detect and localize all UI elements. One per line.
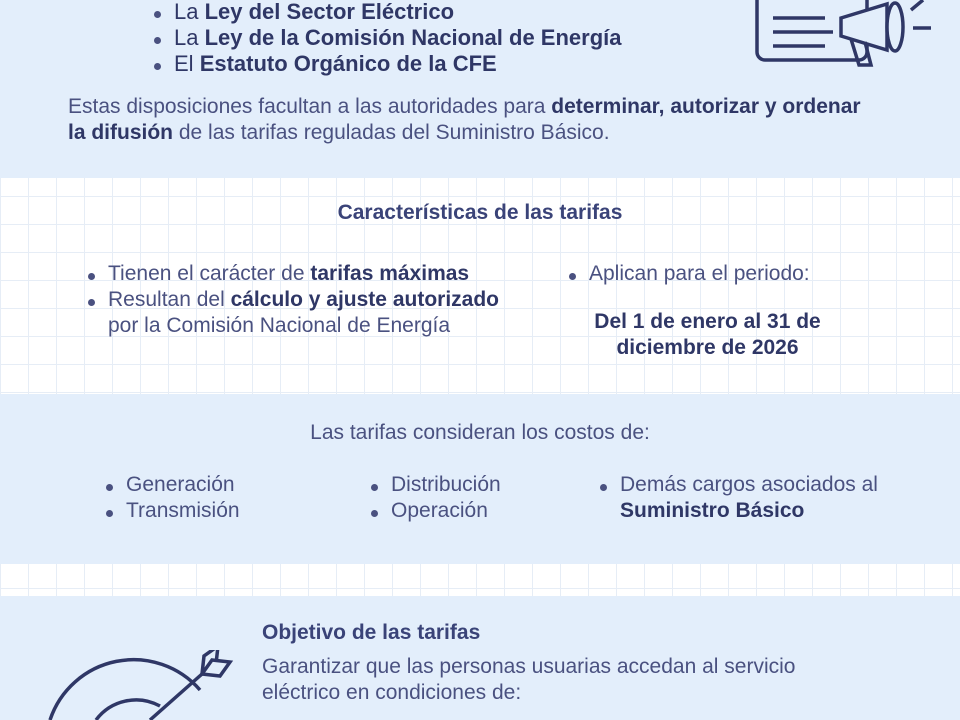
list-item: Operación (365, 498, 585, 524)
costs-column-1 (100, 472, 340, 524)
list-item: La Ley del Sector Eléctrico (148, 0, 708, 25)
list-item: Generación (100, 472, 340, 498)
period-value: Del 1 de enero al 31 de diciembre de 2026 (594, 310, 821, 359)
legal-basis-list (148, 0, 708, 77)
costs-intro: Las tarifas consideran los costos de: (310, 421, 650, 444)
objective-text: Garantizar que las personas usuarias accedan al servicio eléctrico en condiciones de: (262, 655, 796, 704)
list-item: Distribución (365, 472, 585, 498)
list-item: Tienen el carácter de tarifas máximas (82, 261, 532, 287)
characteristics-list (82, 261, 532, 339)
list-item: La Ley de la Comisión Nacional de Energía (148, 25, 708, 51)
list-item: Resultan del cálculo y ajuste autorizado por la Comisión Nacional de Energía (82, 287, 532, 339)
list-item: Aplican para el periodo: (563, 261, 903, 287)
characteristics-title: Características de las tarifas (337, 201, 623, 224)
announcement-megaphone-icon (755, 0, 935, 75)
costs-column-2 (365, 472, 585, 524)
list-item: Demás cargos asociados al Suministro Básico (594, 472, 904, 524)
list-item: El Estatuto Orgánico de la CFE (148, 51, 708, 77)
costs-column-3 (594, 472, 904, 524)
objective-title: Objetivo de las tarifas (262, 621, 481, 644)
period-list (563, 261, 903, 287)
list-item: Transmisión (100, 498, 340, 524)
legal-basis-paragraph: Estas disposiciones facultan a las autoridades para determinar, autorizar y ordenar la difusión de las tarifas reguladas del Suministro Básico. (68, 95, 861, 144)
target-arrow-icon (40, 650, 240, 720)
